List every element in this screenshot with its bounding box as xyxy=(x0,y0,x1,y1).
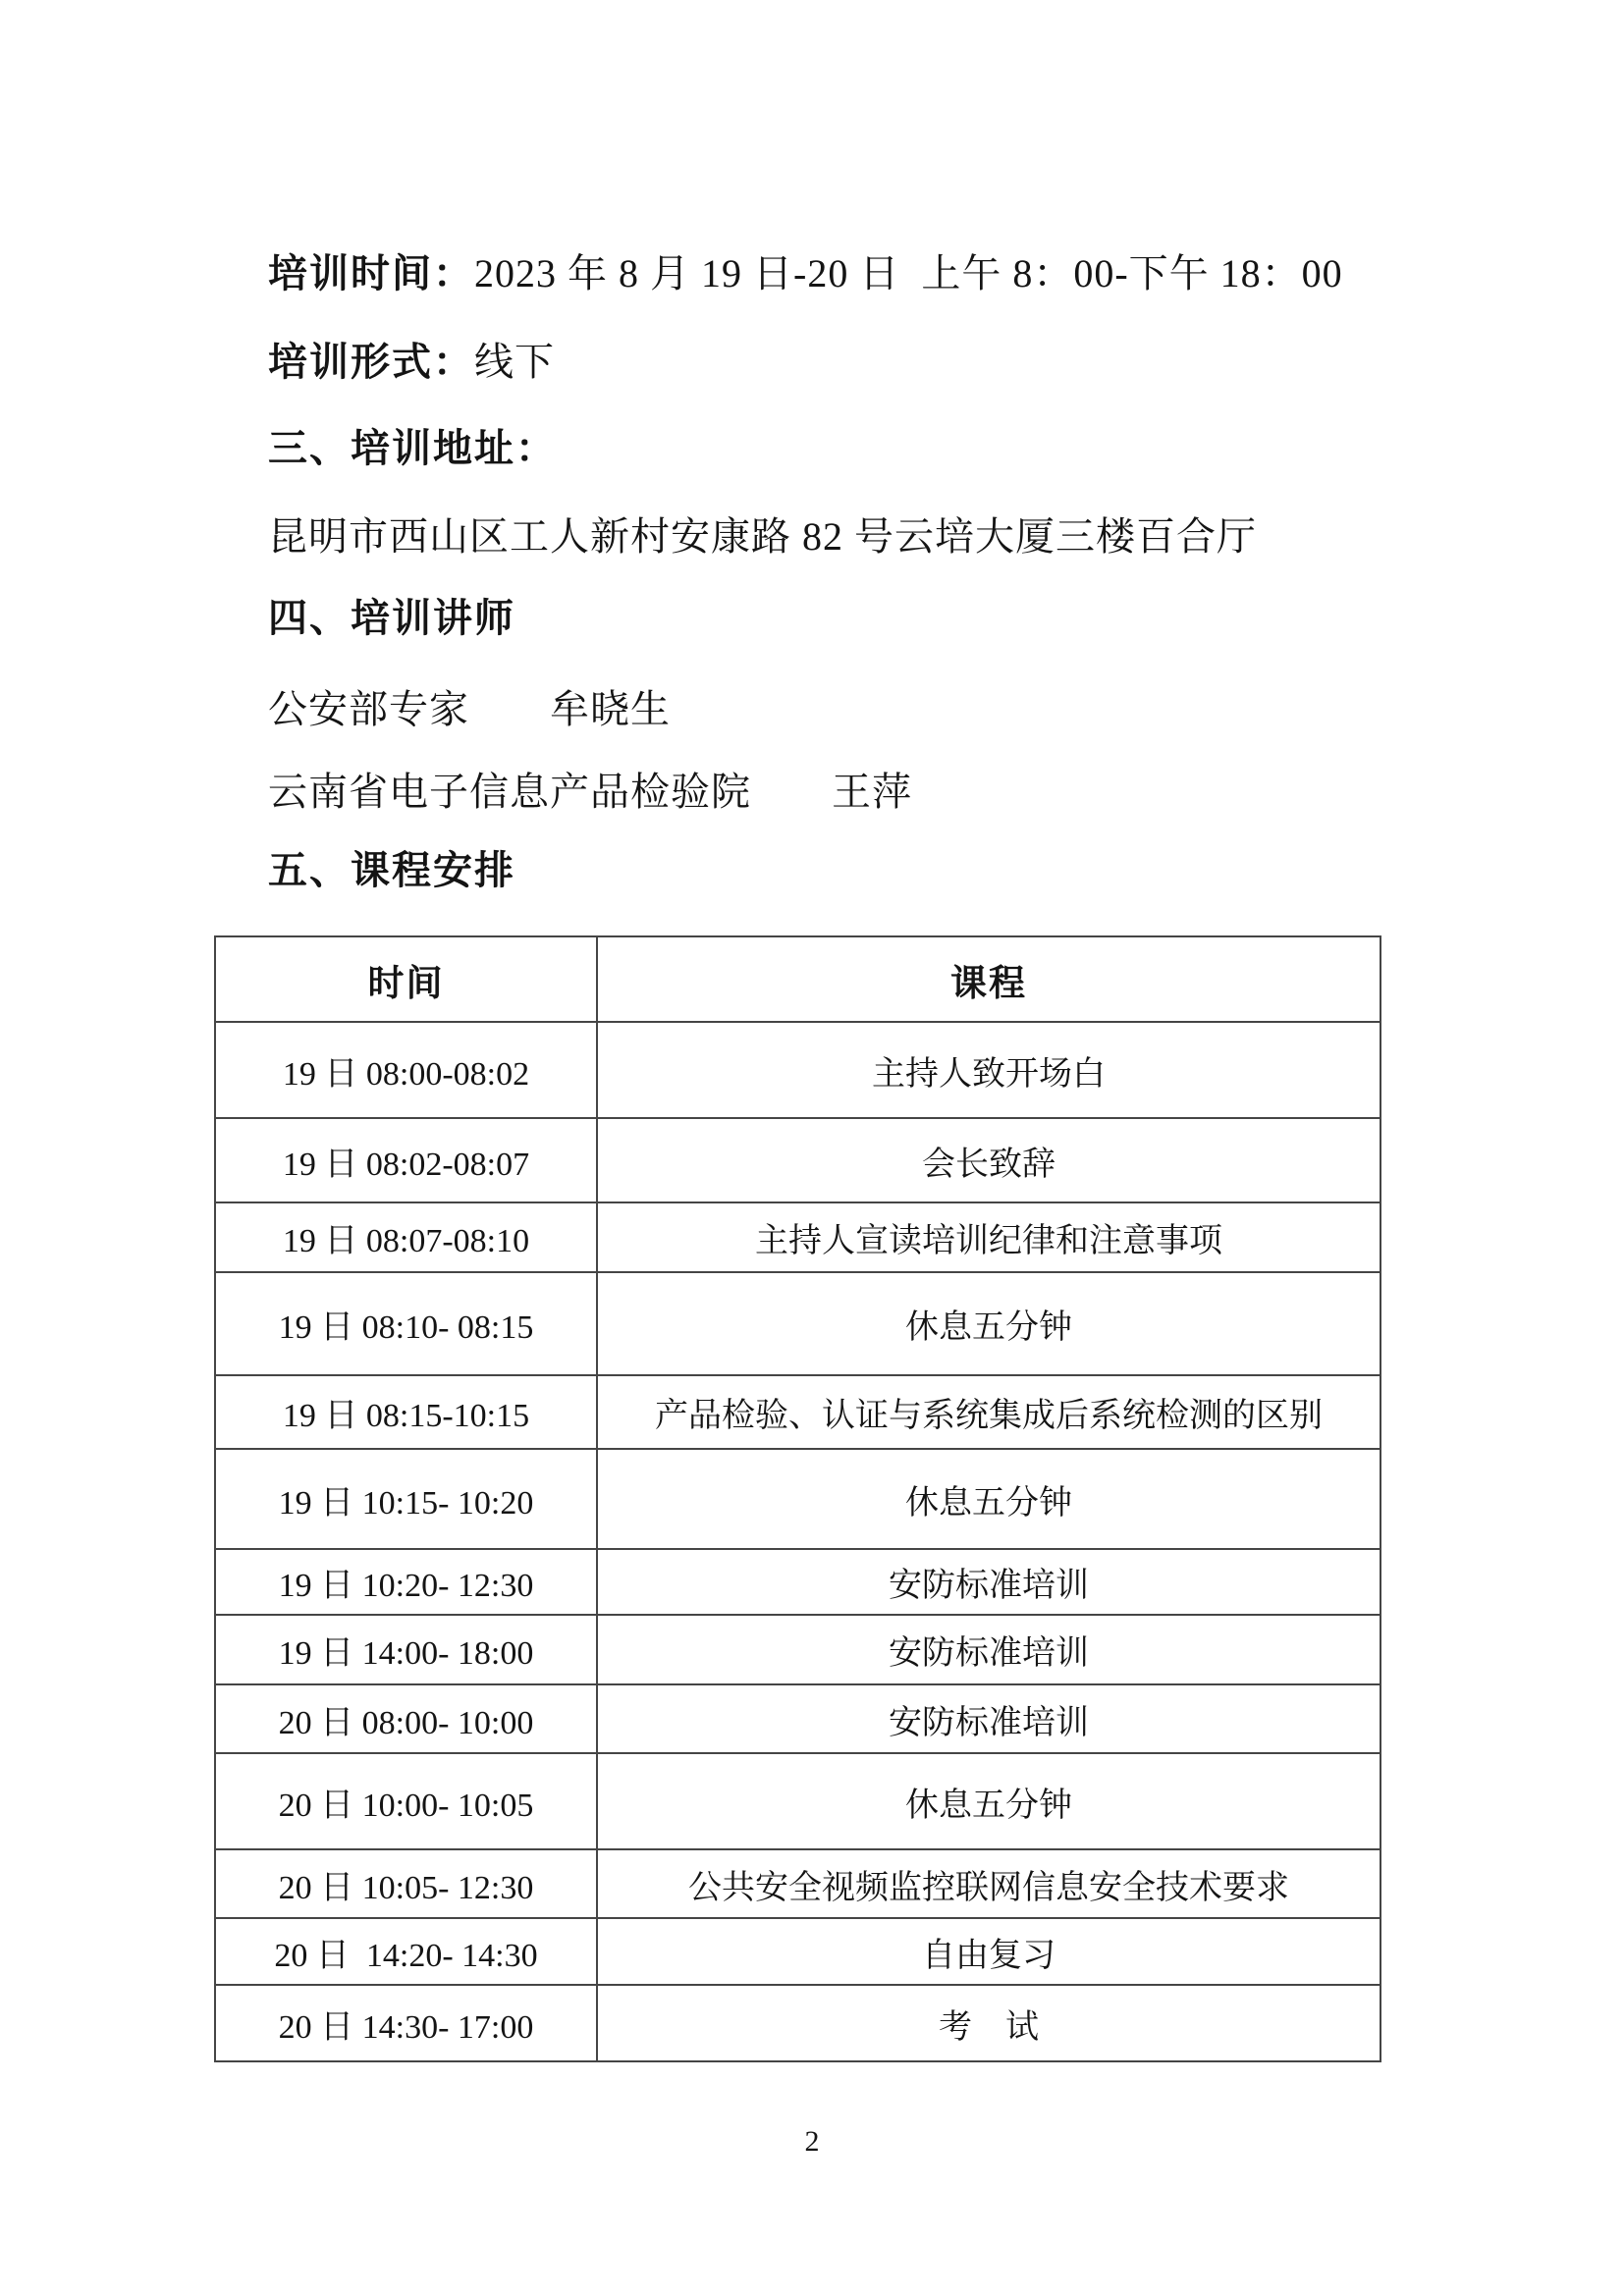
lecturer-line-1: 公安部专家 牟晓生 xyxy=(268,687,671,731)
course-cell: 考 试 xyxy=(597,1985,1380,2061)
training-format-value: 线下 xyxy=(474,340,555,384)
course-cell: 安防标准培训 xyxy=(597,1549,1380,1615)
table-row xyxy=(215,1272,1380,1375)
training-address: 昆明市西山区工人新村安康路 82 号云培大厦三楼百合厅 xyxy=(268,514,1257,559)
section3-heading: 三、培训地址： xyxy=(268,426,557,470)
table-row xyxy=(215,1918,1380,1985)
time-cell: 19 日 08:07-08:10 xyxy=(215,1202,597,1272)
table-row xyxy=(215,1684,1380,1753)
course-cell: 自由复习 xyxy=(597,1918,1380,1985)
section5-heading: 五、课程安排 xyxy=(268,848,515,892)
time-cell: 20 日 14:30- 17:00 xyxy=(215,1985,597,2061)
page-number: 2 xyxy=(804,2125,820,2158)
course-cell: 休息五分钟 xyxy=(597,1449,1380,1549)
training-time-value: 2023 年 8 月 19 日-20 日 上午 8：00-下午 18：00 xyxy=(474,251,1343,295)
course-cell: 休息五分钟 xyxy=(597,1272,1380,1375)
table-row xyxy=(215,1118,1380,1202)
course-schedule-table xyxy=(214,935,1381,2062)
table-header-row xyxy=(215,936,1380,1022)
time-cell: 19 日 08:15-10:15 xyxy=(215,1375,597,1449)
time-cell: 20 日 14:20- 14:30 xyxy=(215,1918,597,1985)
course-cell: 产品检验、认证与系统集成后系统检测的区别 xyxy=(597,1375,1380,1449)
course-cell: 会长致辞 xyxy=(597,1118,1380,1202)
table-row xyxy=(215,1753,1380,1849)
training-format-line xyxy=(268,338,555,387)
lecturer-line-2: 云南省电子信息产品检验院 王萍 xyxy=(268,770,912,814)
training-time-line xyxy=(268,249,1343,298)
table-row xyxy=(215,1849,1380,1918)
course-cell: 安防标准培训 xyxy=(597,1615,1380,1684)
table-row xyxy=(215,1985,1380,2061)
course-cell: 主持人宣读培训纪律和注意事项 xyxy=(597,1202,1380,1272)
table-row xyxy=(215,1202,1380,1272)
time-cell: 20 日 10:00- 10:05 xyxy=(215,1753,597,1849)
table-row xyxy=(215,1375,1380,1449)
course-cell: 公共安全视频监控联网信息安全技术要求 xyxy=(597,1849,1380,1918)
course-cell: 休息五分钟 xyxy=(597,1753,1380,1849)
time-cell: 19 日 14:00- 18:00 xyxy=(215,1615,597,1684)
time-cell: 20 日 10:05- 12:30 xyxy=(215,1849,597,1918)
time-cell: 19 日 10:15- 10:20 xyxy=(215,1449,597,1549)
table-row xyxy=(215,1615,1380,1684)
time-cell: 19 日 08:00-08:02 xyxy=(215,1022,597,1118)
time-cell: 19 日 10:20- 12:30 xyxy=(215,1549,597,1615)
time-cell: 20 日 08:00- 10:00 xyxy=(215,1684,597,1753)
training-time-label: 培训时间： xyxy=(268,251,474,295)
time-cell: 19 日 08:02-08:07 xyxy=(215,1118,597,1202)
training-format-label: 培训形式： xyxy=(268,340,474,384)
time-cell: 19 日 08:10- 08:15 xyxy=(215,1272,597,1375)
section4-heading: 四、培训讲师 xyxy=(268,596,515,640)
table-header-course: 课程 xyxy=(597,936,1380,1022)
table-row xyxy=(215,1022,1380,1118)
table-row xyxy=(215,1549,1380,1615)
course-cell: 安防标准培训 xyxy=(597,1684,1380,1753)
table-header-time: 时间 xyxy=(215,936,597,1022)
course-cell: 主持人致开场白 xyxy=(597,1022,1380,1118)
table-row xyxy=(215,1449,1380,1549)
